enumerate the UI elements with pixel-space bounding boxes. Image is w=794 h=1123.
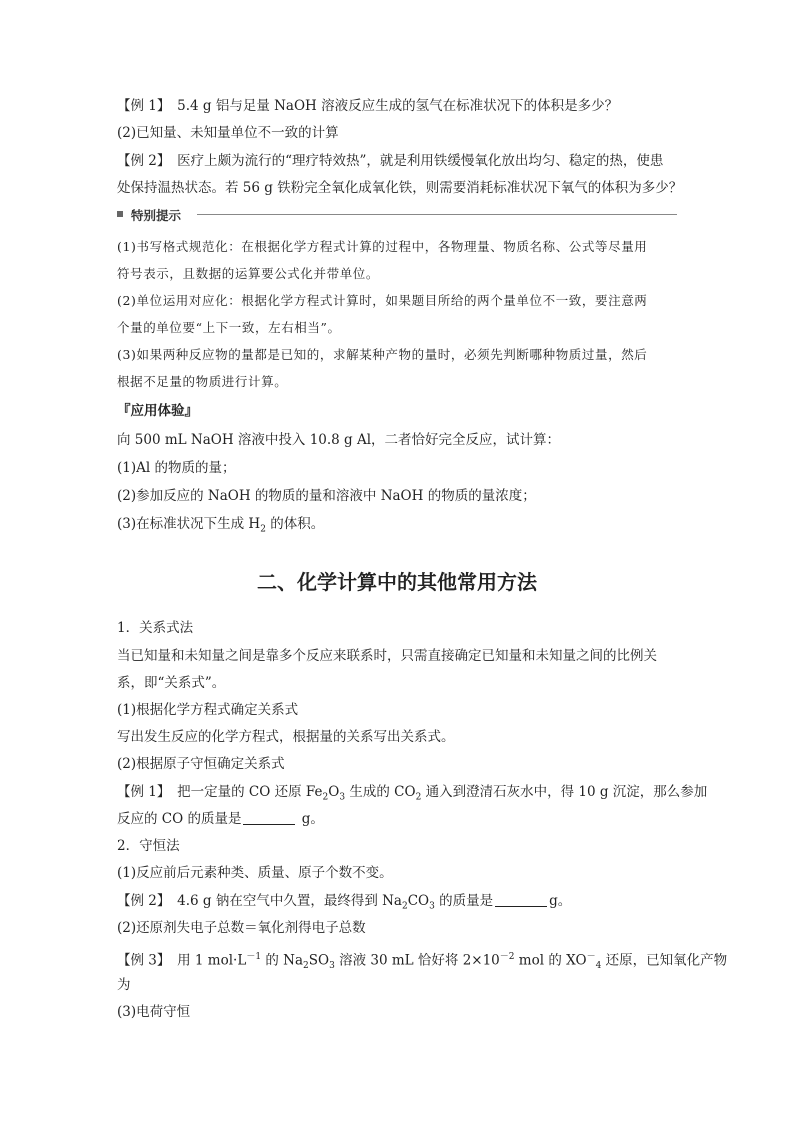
method-2-sub3: (3)电荷守恒 (117, 1004, 191, 1020)
application-question: 向 500 mL NaOH 溶液中投入 10.8 g Al，二者恰好完全反应，试计算： (117, 432, 561, 448)
answer-blank[interactable] (495, 892, 547, 907)
method-2-sub2: (2)还原剂失电子总数＝氧化剂得电子总数 (117, 920, 366, 936)
tip-2-line1: (2)单位运用对应化：根据化学方程式计算时，如果题目所给的两个量单位不一致，要注意两 (117, 293, 648, 308)
example-2-text-line2: 处保持温热状态。若 56 g 铁粉完全氧化成氧化铁，则需要消耗标准状况下氧气的体积为多少？ (117, 180, 683, 196)
method-1-desc-line2: 系，即“关系式”。 (117, 675, 226, 691)
tip-divider (197, 214, 677, 215)
method-1-example-line1: 【例 1】 把一定量的 CO 还原 $Fe_2O_3$ 生成的 $CO_2$ 通入到澄清石灰水中，得 10 g 沉淀，那么参加 (117, 784, 708, 803)
example-1-text: 【例 1】 5.4 g 铝与足量 NaOH 溶液反应生成的氢气在标准状况下的体积是多少？ (117, 98, 619, 114)
method-1-sub1-desc: 写出发生反应的化学方程式，根据量的关系写出关系式。 (117, 729, 455, 745)
tip-1-line2: 符号表示，且数据的运算要公式化并带单位。 (117, 266, 380, 281)
method-1-sub2: (2)根据原子守恒确定关系式 (117, 756, 285, 772)
method-2-example-2: 【例 2】 4.6 g 钠在空气中久置，最终得到 $Na_2CO_3$ 的质量是 g。 (117, 893, 572, 912)
application-title: 『应用体验』 (117, 403, 198, 419)
subheading-unit-mismatch: (2)已知量、未知量单位不一致的计算 (117, 125, 339, 141)
tip-1-line1: (1)书写格式规范化：在根据化学方程式计算的过程中，各物理量、物质名称、公式等尽量用 (117, 239, 648, 254)
method-1-sub1: (1)根据化学方程式确定关系式 (117, 702, 299, 718)
method-2-title: 2．守恒法 (117, 838, 180, 854)
method-2-example-3-line1: 【例 3】 用 1 $mol\cdot L^{-1}$ 的 $Na_2SO_3$ 溶液 30 mL 恰好将 $2\times 10^{-2}$ mol 的 $XO^-_4$ 还原，已知氧化产物 (117, 952, 728, 972)
method-2-example-3-line2: 为 (117, 977, 131, 993)
tip-2-line2: 个量的单位要“上下一致，左右相当”。 (117, 320, 341, 335)
special-tip-bar (117, 206, 677, 224)
method-2-sub1: (1)反应前后元素种类、质量、原子个数不变。 (117, 865, 393, 881)
method-1-title: 1．关系式法 (117, 620, 194, 636)
method-1-example-line2: 反应的 CO 的质量是 g。 (117, 811, 324, 827)
answer-blank[interactable] (243, 810, 295, 825)
tip-3-line1: (3)如果两种反应物的量都是已知的，求解某种产物的量时，必须先判断哪种物质过量，然后 (117, 347, 648, 362)
tip-square-icon (117, 211, 123, 217)
application-q1: (1)Al 的物质的量； (117, 460, 236, 476)
tip-3-line2: 根据不足量的物质进行计算。 (117, 374, 288, 389)
method-1-desc-line1: 当已知量和未知量之间是靠多个反应来联系时，只需直接确定已知量和未知量之间的比例关 (117, 648, 657, 664)
application-q2: (2)参加反应的 NaOH 的物质的量和溶液中 NaOH 的物质的量浓度； (117, 488, 536, 504)
application-q3: (3)在标准状况下生成 $H_2$ 的体积。 (117, 516, 325, 535)
special-tip-label: 特别提示 (131, 208, 182, 223)
section-heading: 二、化学计算中的其他常用方法 (257, 570, 537, 594)
example-2-text-line1: 【例 2】 医疗上颇为流行的“理疗特效热”，就是利用铁缓慢氧化放出均匀、稳定的热，使患 (117, 153, 664, 169)
